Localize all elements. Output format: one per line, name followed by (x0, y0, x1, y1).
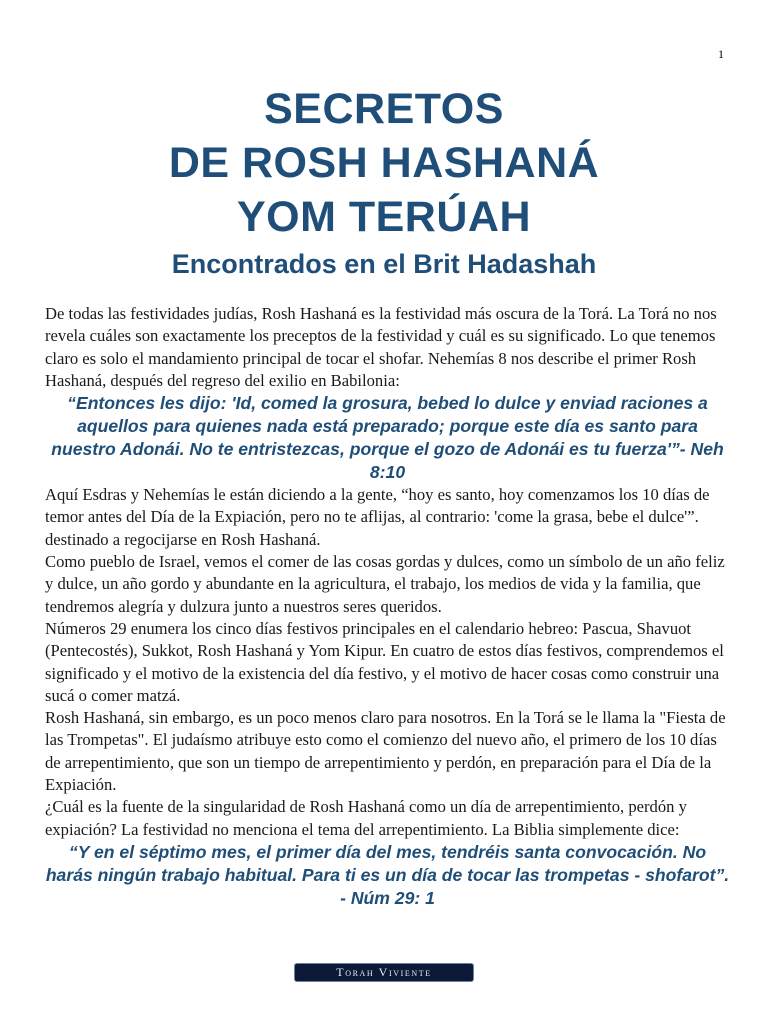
page-number: 1 (718, 47, 724, 61)
quote-nehemiah: “Entonces les dijo: 'Id, comed la grosura, bebed lo dulce y enviad raciones a aquellos para quienes nada está preparado; porque este día es santo para nuestro Adonái. No te entristezcas, porque el gozo de Adonái es tu fuerza'”- Neh 8:10 (51, 393, 724, 483)
quote-numbers: “Y en el séptimo mes, el primer día del mes, tendréis santa convocación. No harás ningún trabajo habitual. Para ti es un día de tocar las trompetas - shofarot”. - Núm 29: 1 (45, 841, 730, 908)
title-line-1: SECRETOS (264, 85, 504, 133)
logo-text: Torah Viviente (336, 965, 432, 979)
paragraph-question: ¿Cuál es la fuente de la singularidad de Rosh Hashaná como un día de arrepentimiento, perdón y expiación? La festividad no menciona el tema del arrepentimiento. La Biblia simplemente dice: (45, 797, 687, 839)
paragraph-intro: De todas las festividades judías, Rosh Hashaná es la festividad más oscura de la Torá. La Torá no nos revela cuáles son exactamente los preceptos de la festividad y cuál es su significado. Lo que tenemos claro es solo el mandamiento principal de tocar el shofar. Nehemías 8 nos describe el primer Rosh Hashaná, después del regreso del exilio en Babilonia: (45, 304, 717, 390)
title-line-2: DE ROSH HASHANÁ (168, 139, 600, 187)
title-block (0, 82, 768, 282)
paragraph-rosh-hashana: Rosh Hashaná, sin embargo, es un poco menos claro para nosotros. En la Torá se le llama la "Fiesta de las Trompetas". El judaísmo atribuye esto como el comienzo del nuevo año, el primero de los 10 días de arrepentimiento, que son un tiempo de arrepentimiento y perdón, en preparación para el Día de la Expiación. (45, 708, 726, 795)
title-line-3: YOM TERÚAH (236, 193, 532, 241)
subtitle: Encontrados en el Brit Hadashah (171, 249, 597, 279)
body-text (45, 303, 730, 910)
paragraph-esdras: Aquí Esdras y Nehemías le están diciendo a la gente, “hoy es santo, hoy comenzamos los 10 días de temor antes del Día de la Expiación, pero no te aflijas, al contrario: 'come la grasa, bebe el dulce'”. destinado a regocijarse en Rosh Hashaná. (45, 485, 710, 549)
paragraph-numbers: Números 29 enumera los cinco días festivos principales en el calendario hebreo: Pascua, Shavuot (Pentecostés), Sukkot, Rosh Hashaná y Yom Kipur. En cuatro de estos días festivos, comprendemos el significado y el motivo de la existencia del día festivo, y el motivo de hacer cosas como construir una sucá o comer matzá. (45, 618, 724, 705)
torah-viviente-logo (294, 963, 474, 982)
paragraph-israel: Como pueblo de Israel, vemos el comer de las cosas gordas y dulces, como un símbolo de un año feliz y dulce, un año gordo y abundante en la agricultura, el trabajo, los medios de vida y la familia, que tendremos alegría y dulzura junto a nuestros seres queridos. (45, 552, 725, 616)
